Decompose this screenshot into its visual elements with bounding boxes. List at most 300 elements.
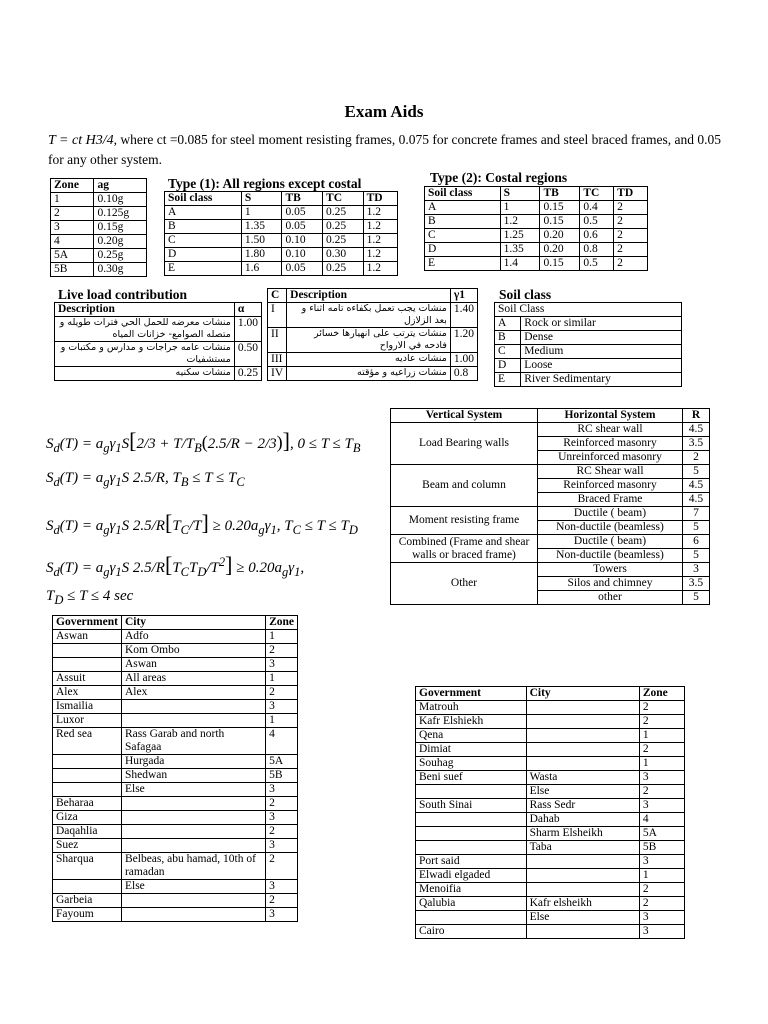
- government-1-cell: Garbeia: [53, 894, 122, 908]
- government-2-cell: [526, 715, 639, 729]
- r-table-header: Horizontal System: [538, 409, 683, 423]
- government-1-cell: 1: [266, 672, 298, 686]
- government-table-1: [52, 615, 298, 922]
- government-1-cell: [53, 644, 122, 658]
- horizontal-system-cell: Silos and chimney: [538, 577, 683, 591]
- live-load-table: [54, 302, 262, 381]
- type1-table-cell: 1.2: [363, 262, 397, 276]
- government-1-cell: Beharaa: [53, 797, 122, 811]
- soil-class-cell: River Sedimentary: [521, 373, 682, 387]
- zone-table-row: [51, 193, 147, 207]
- government-2-cell: Port said: [416, 855, 527, 869]
- soil-class-row: [495, 317, 682, 331]
- government-1-cell: 1: [266, 630, 298, 644]
- importance-cell: 0.8: [450, 367, 477, 381]
- government-1-cell: 2: [266, 853, 298, 880]
- zone-table-cell: 0.15g: [94, 221, 147, 235]
- government-1-row: [53, 769, 298, 783]
- government-2-row: [416, 813, 685, 827]
- type1-table-cell: 1.2: [363, 206, 397, 220]
- type1-table-header: Soil class: [165, 192, 242, 206]
- type2-table-cell: E: [425, 257, 501, 271]
- r-table-header: R: [682, 409, 709, 423]
- government-1-row: [53, 672, 298, 686]
- horizontal-system-cell: Braced Frame: [538, 493, 683, 507]
- government-2-cell: Matrouh: [416, 701, 527, 715]
- live-load-row: [55, 367, 262, 381]
- r-value-cell: 4.5: [682, 493, 709, 507]
- government-1-cell: Hurgada: [121, 755, 265, 769]
- type1-table-header: S: [241, 192, 282, 206]
- vertical-system-cell: Load Bearing walls: [391, 423, 538, 465]
- government-1-cell: 3: [266, 839, 298, 853]
- importance-cell: 1.20: [450, 328, 477, 353]
- government-1-row: [53, 908, 298, 922]
- type1-table-row: [165, 248, 398, 262]
- government-2-cell: 1: [639, 757, 684, 771]
- zone-table-cell: 0.30g: [94, 263, 147, 277]
- government-1-cell: Fayoum: [53, 908, 122, 922]
- government-2-cell: [526, 855, 639, 869]
- government-1-header: Government: [53, 616, 122, 630]
- government-2-cell: [416, 841, 527, 855]
- type1-table-header: TD: [363, 192, 397, 206]
- importance-header: Description: [287, 289, 451, 303]
- zone-table-row: [51, 263, 147, 277]
- soil-class-cell: Rock or similar: [521, 317, 682, 331]
- type2-table-cell: 0.20: [540, 243, 580, 257]
- type2-table-cell: 0.15: [540, 215, 580, 229]
- vertical-system-cell: Beam and column: [391, 465, 538, 507]
- government-2-cell: Kafr elsheikh: [526, 897, 639, 911]
- r-table-row: [391, 423, 710, 437]
- soil-class-row: [495, 331, 682, 345]
- government-1-cell: 3: [266, 700, 298, 714]
- r-table-header: Vertical System: [391, 409, 538, 423]
- zone-table: [50, 178, 147, 277]
- government-2-cell: [526, 757, 639, 771]
- government-2-cell: 2: [639, 743, 684, 757]
- government-2-cell: 4: [639, 813, 684, 827]
- government-1-cell: 2: [266, 797, 298, 811]
- formula-3: $S_d(T) = a_g\gamma_1S$ $2.5/R[T_C/T] \ge 0.20a_g\gamma_1$, $T_C \le T \le T_D$: [46, 510, 358, 537]
- government-2-cell: 2: [639, 897, 684, 911]
- government-1-row: [53, 630, 298, 644]
- type1-table: [164, 191, 398, 276]
- government-2-cell: Else: [526, 911, 639, 925]
- government-2-header: Government: [416, 687, 527, 701]
- r-value-cell: 5: [682, 549, 709, 563]
- government-2-cell: 2: [639, 785, 684, 799]
- type2-table-cell: 2: [614, 257, 648, 271]
- type2-table-header: Soil class: [425, 187, 501, 201]
- government-2-cell: 3: [639, 855, 684, 869]
- government-2-cell: Sharm Elsheikh: [526, 827, 639, 841]
- government-1-cell: 2: [266, 825, 298, 839]
- formula-5: $T_D \le T \le 4$ sec: [46, 588, 134, 607]
- government-1-cell: Suez: [53, 839, 122, 853]
- horizontal-system-cell: Unreinforced masonry: [538, 451, 683, 465]
- government-1-cell: Aswan: [53, 630, 122, 644]
- zone-table-row: [51, 249, 147, 263]
- type1-table-cell: A: [165, 206, 242, 220]
- government-1-cell: 2: [266, 894, 298, 908]
- zone-table-cell: 5B: [51, 263, 94, 277]
- government-2-cell: Dahab: [526, 813, 639, 827]
- formula-1: $S_d(T) = a_g\gamma_1S[2/3 + T/T_B(2.5/R - 2/3)]$, $0 \le T \le T_B$: [46, 428, 361, 455]
- live-load-cell: منشآت عامه جراجات و مدارس و مكتبات و مستشفيات: [55, 342, 235, 367]
- government-1-row: [53, 797, 298, 811]
- government-1-cell: Ismailia: [53, 700, 122, 714]
- zone-table-row: [51, 207, 147, 221]
- government-1-row: [53, 700, 298, 714]
- government-2-cell: Menoifia: [416, 883, 527, 897]
- horizontal-system-cell: Ductile ( beam): [538, 535, 683, 549]
- type2-table-cell: A: [425, 201, 501, 215]
- type2-table-cell: C: [425, 229, 501, 243]
- government-1-row: [53, 658, 298, 672]
- government-1-cell: [121, 894, 265, 908]
- government-1-cell: 3: [266, 880, 298, 894]
- type2-table-cell: 0.5: [580, 215, 614, 229]
- soil-class-cell: A: [495, 317, 521, 331]
- type2-title: Type (2): Costal regions: [430, 170, 568, 185]
- type1-table-cell: C: [165, 234, 242, 248]
- government-1-row: [53, 644, 298, 658]
- type1-table-row: [165, 220, 398, 234]
- government-1-row: [53, 755, 298, 769]
- importance-row: [268, 303, 478, 328]
- government-1-cell: 4: [266, 728, 298, 755]
- type1-table-cell: 1.6: [241, 262, 282, 276]
- government-2-row: [416, 841, 685, 855]
- government-2-cell: Qalubia: [416, 897, 527, 911]
- government-1-cell: Alex: [121, 686, 265, 700]
- government-1-cell: [53, 783, 122, 797]
- type1-table-cell: 0.05: [282, 262, 323, 276]
- government-1-cell: Adfo: [121, 630, 265, 644]
- importance-cell: 1.00: [450, 353, 477, 367]
- vertical-system-cell: Combined (Frame and shear walls or braced frame): [391, 535, 538, 563]
- government-2-cell: Dimiat: [416, 743, 527, 757]
- type1-table-cell: 0.25: [323, 262, 364, 276]
- government-2-cell: 3: [639, 911, 684, 925]
- type2-table-row: [425, 243, 648, 257]
- type1-table-header: TB: [282, 192, 323, 206]
- zone-table-cell: 0.10g: [94, 193, 147, 207]
- government-2-row: [416, 911, 685, 925]
- government-1-cell: [121, 908, 265, 922]
- importance-header: C: [268, 289, 287, 303]
- type2-table-cell: 0.8: [580, 243, 614, 257]
- government-1-cell: Kom Ombo: [121, 644, 265, 658]
- government-1-cell: 1: [266, 714, 298, 728]
- soil-class-cell: Medium: [521, 345, 682, 359]
- intro-text: , where ct =0.085 for steel moment resisting frames, 0.075 for concrete frames and steel braced frames, and 0.05 for any other system.: [48, 132, 721, 167]
- type1-table-row: [165, 234, 398, 248]
- intro-paragraph: [48, 130, 728, 169]
- importance-cell: III: [268, 353, 287, 367]
- type1-table-cell: 1.2: [363, 248, 397, 262]
- r-value-cell: 3: [682, 563, 709, 577]
- government-2-cell: [416, 813, 527, 827]
- type2-table-cell: 0.4: [580, 201, 614, 215]
- government-2-row: [416, 827, 685, 841]
- type2-table-cell: 1.2: [500, 215, 540, 229]
- government-1-cell: Red sea: [53, 728, 122, 755]
- formula-2: $S_d(T) = a_g\gamma_1S$ 2.5/R, $T_B \le T \le T_C$: [46, 470, 245, 489]
- government-2-cell: 1: [639, 869, 684, 883]
- type2-table-row: [425, 257, 648, 271]
- soil-class-cell: B: [495, 331, 521, 345]
- government-2-row: [416, 883, 685, 897]
- government-2-cell: [416, 911, 527, 925]
- government-1-cell: 2: [266, 644, 298, 658]
- government-2-row: [416, 869, 685, 883]
- government-1-cell: [53, 880, 122, 894]
- horizontal-system-cell: RC Shear wall: [538, 465, 683, 479]
- type2-table-cell: 0.6: [580, 229, 614, 243]
- type2-table-cell: 0.5: [580, 257, 614, 271]
- type1-table-cell: 0.05: [282, 220, 323, 234]
- importance-row: [268, 367, 478, 381]
- government-2-row: [416, 715, 685, 729]
- government-2-header: City: [526, 687, 639, 701]
- type1-table-cell: 0.05: [282, 206, 323, 220]
- government-1-row: [53, 728, 298, 755]
- horizontal-system-cell: Towers: [538, 563, 683, 577]
- r-value-cell: 3.5: [682, 577, 709, 591]
- live-load-row: [55, 342, 262, 367]
- horizontal-system-cell: Non-ductile (beamless): [538, 549, 683, 563]
- r-value-cell: 5: [682, 521, 709, 535]
- type2-table-cell: 2: [614, 201, 648, 215]
- government-1-row: [53, 811, 298, 825]
- soil-class-cell: Dense: [521, 331, 682, 345]
- r-table-row: [391, 535, 710, 549]
- zone-table-header: ag: [94, 179, 147, 193]
- live-load-header: α: [234, 303, 261, 317]
- type2-table-row: [425, 215, 648, 229]
- soil-class-cell: E: [495, 373, 521, 387]
- government-2-cell: Beni suef: [416, 771, 527, 785]
- government-1-row: [53, 686, 298, 700]
- government-1-cell: All areas: [121, 672, 265, 686]
- government-table-2: [415, 686, 685, 939]
- r-value-cell: 2: [682, 451, 709, 465]
- government-2-cell: 3: [639, 799, 684, 813]
- type1-table-header: TC: [323, 192, 364, 206]
- government-2-cell: Rass Sedr: [526, 799, 639, 813]
- vertical-system-cell: Other: [391, 563, 538, 605]
- government-1-cell: [53, 658, 122, 672]
- soil-class-row: [495, 345, 682, 359]
- government-1-cell: Aswan: [121, 658, 265, 672]
- type1-table-cell: E: [165, 262, 242, 276]
- government-2-cell: [416, 827, 527, 841]
- zone-table-cell: 1: [51, 193, 94, 207]
- importance-cell: IV: [268, 367, 287, 381]
- type2-table-cell: 0.15: [540, 201, 580, 215]
- government-2-cell: Else: [526, 785, 639, 799]
- type1-table-cell: 1.50: [241, 234, 282, 248]
- horizontal-system-cell: Ductile ( beam): [538, 507, 683, 521]
- government-2-cell: [526, 743, 639, 757]
- live-load-cell: منشآت سكنيه: [55, 367, 235, 381]
- type2-table-cell: 0.20: [540, 229, 580, 243]
- government-1-row: [53, 783, 298, 797]
- government-1-cell: Luxor: [53, 714, 122, 728]
- importance-cell: منشآت عاديه: [287, 353, 451, 367]
- soil-class-cell: D: [495, 359, 521, 373]
- type2-table-cell: D: [425, 243, 501, 257]
- type1-table-cell: 1: [241, 206, 282, 220]
- live-load-cell: 0.25: [234, 367, 261, 381]
- r-value-cell: 6: [682, 535, 709, 549]
- government-2-row: [416, 771, 685, 785]
- type1-table-cell: 1.2: [363, 220, 397, 234]
- type1-table-cell: 0.30: [323, 248, 364, 262]
- r-value-cell: 3.5: [682, 437, 709, 451]
- r-table-row: [391, 563, 710, 577]
- type2-table-cell: 1.35: [500, 243, 540, 257]
- importance-cell: 1.40: [450, 303, 477, 328]
- type1-table-cell: 0.10: [282, 248, 323, 262]
- zone-table-cell: 0.20g: [94, 235, 147, 249]
- horizontal-system-cell: Non-ductile (beamless): [538, 521, 683, 535]
- government-2-cell: [526, 925, 639, 939]
- type2-table-cell: 1.25: [500, 229, 540, 243]
- government-2-cell: Qena: [416, 729, 527, 743]
- government-1-row: [53, 853, 298, 880]
- government-1-cell: [121, 700, 265, 714]
- r-table-row: [391, 507, 710, 521]
- government-2-cell: 1: [639, 729, 684, 743]
- government-1-cell: [121, 714, 265, 728]
- live-load-row: [55, 317, 262, 342]
- government-2-cell: 5A: [639, 827, 684, 841]
- government-1-cell: Assuit: [53, 672, 122, 686]
- government-2-cell: Elwadi elgaded: [416, 869, 527, 883]
- importance-cell: منشآت يجب تعمل بكفاءه تامه اثناء و بعد الزلازل: [287, 303, 451, 328]
- type2-table-header: S: [500, 187, 540, 201]
- vertical-system-cell: Moment resisting frame: [391, 507, 538, 535]
- formula-4: $S_d(T) = a_g\gamma_1S$ $2.5/R[T_CT_D/T^2] \ge 0.20a_g\gamma_1$,: [46, 552, 305, 579]
- government-1-cell: 3: [266, 658, 298, 672]
- type1-table-row: [165, 262, 398, 276]
- government-2-cell: 2: [639, 701, 684, 715]
- zone-table-cell: 0.25g: [94, 249, 147, 263]
- government-2-row: [416, 799, 685, 813]
- government-2-cell: [416, 785, 527, 799]
- government-2-row: [416, 729, 685, 743]
- government-1-cell: [121, 811, 265, 825]
- government-1-row: [53, 880, 298, 894]
- live-load-header: Description: [55, 303, 235, 317]
- type1-table-row: [165, 206, 398, 220]
- government-1-cell: [121, 839, 265, 853]
- type2-table-row: [425, 229, 648, 243]
- importance-table: [267, 288, 478, 381]
- government-1-cell: [53, 755, 122, 769]
- government-2-row: [416, 925, 685, 939]
- soil-class-title: Soil class: [499, 287, 552, 302]
- government-1-cell: 5B: [266, 769, 298, 783]
- importance-cell: منشآت يترتب على انهيارها خسائر فادحه في الارواح: [287, 328, 451, 353]
- government-2-cell: South Sinai: [416, 799, 527, 813]
- r-value-cell: 5: [682, 591, 709, 605]
- government-2-row: [416, 855, 685, 869]
- soil-class-row: [495, 359, 682, 373]
- government-1-cell: Else: [121, 783, 265, 797]
- type2-table-cell: 2: [614, 215, 648, 229]
- type2-table-cell: 0.15: [540, 257, 580, 271]
- r-value-cell: 4.5: [682, 479, 709, 493]
- horizontal-system-cell: Reinforced masonry: [538, 437, 683, 451]
- government-2-row: [416, 785, 685, 799]
- government-1-cell: 3: [266, 783, 298, 797]
- horizontal-system-cell: Reinforced masonry: [538, 479, 683, 493]
- importance-row: [268, 353, 478, 367]
- r-value-cell: 4.5: [682, 423, 709, 437]
- type1-table-cell: 1.35: [241, 220, 282, 234]
- government-2-row: [416, 897, 685, 911]
- importance-cell: منشآت زراعيه و مؤقته: [287, 367, 451, 381]
- government-2-cell: [526, 729, 639, 743]
- importance-cell: II: [268, 328, 287, 353]
- government-2-cell: Wasta: [526, 771, 639, 785]
- soil-class-table: [494, 302, 682, 387]
- government-2-cell: 3: [639, 925, 684, 939]
- government-2-header: Zone: [639, 687, 684, 701]
- government-1-row: [53, 825, 298, 839]
- live-load-cell: 0.50: [234, 342, 261, 367]
- importance-cell: I: [268, 303, 287, 328]
- live-load-title: Live load contribution: [58, 287, 188, 302]
- government-2-cell: [526, 869, 639, 883]
- government-2-cell: 2: [639, 883, 684, 897]
- government-1-cell: [121, 797, 265, 811]
- type2-table-header: TC: [580, 187, 614, 201]
- government-2-cell: [526, 701, 639, 715]
- government-1-row: [53, 714, 298, 728]
- government-2-row: [416, 757, 685, 771]
- government-2-cell: Taba: [526, 841, 639, 855]
- importance-header: γ1: [450, 289, 477, 303]
- soil-class-cell: C: [495, 345, 521, 359]
- type2-table: [424, 186, 648, 271]
- zone-table-cell: 2: [51, 207, 94, 221]
- government-2-cell: 5B: [639, 841, 684, 855]
- r-value-cell: 5: [682, 465, 709, 479]
- r-factor-table: [390, 408, 710, 605]
- government-1-cell: 3: [266, 811, 298, 825]
- government-2-cell: 3: [639, 771, 684, 785]
- government-2-row: [416, 743, 685, 757]
- type2-table-cell: 1: [500, 201, 540, 215]
- government-2-row: [416, 701, 685, 715]
- government-1-cell: [53, 769, 122, 783]
- type1-table-cell: 0.25: [323, 234, 364, 248]
- government-1-cell: 5A: [266, 755, 298, 769]
- live-load-cell: 1.00: [234, 317, 261, 342]
- government-1-cell: Else: [121, 880, 265, 894]
- government-2-cell: 2: [639, 715, 684, 729]
- government-1-cell: 3: [266, 908, 298, 922]
- government-1-cell: Alex: [53, 686, 122, 700]
- type2-table-cell: 2: [614, 243, 648, 257]
- government-1-cell: Rass Garab and north Safagaa: [121, 728, 265, 755]
